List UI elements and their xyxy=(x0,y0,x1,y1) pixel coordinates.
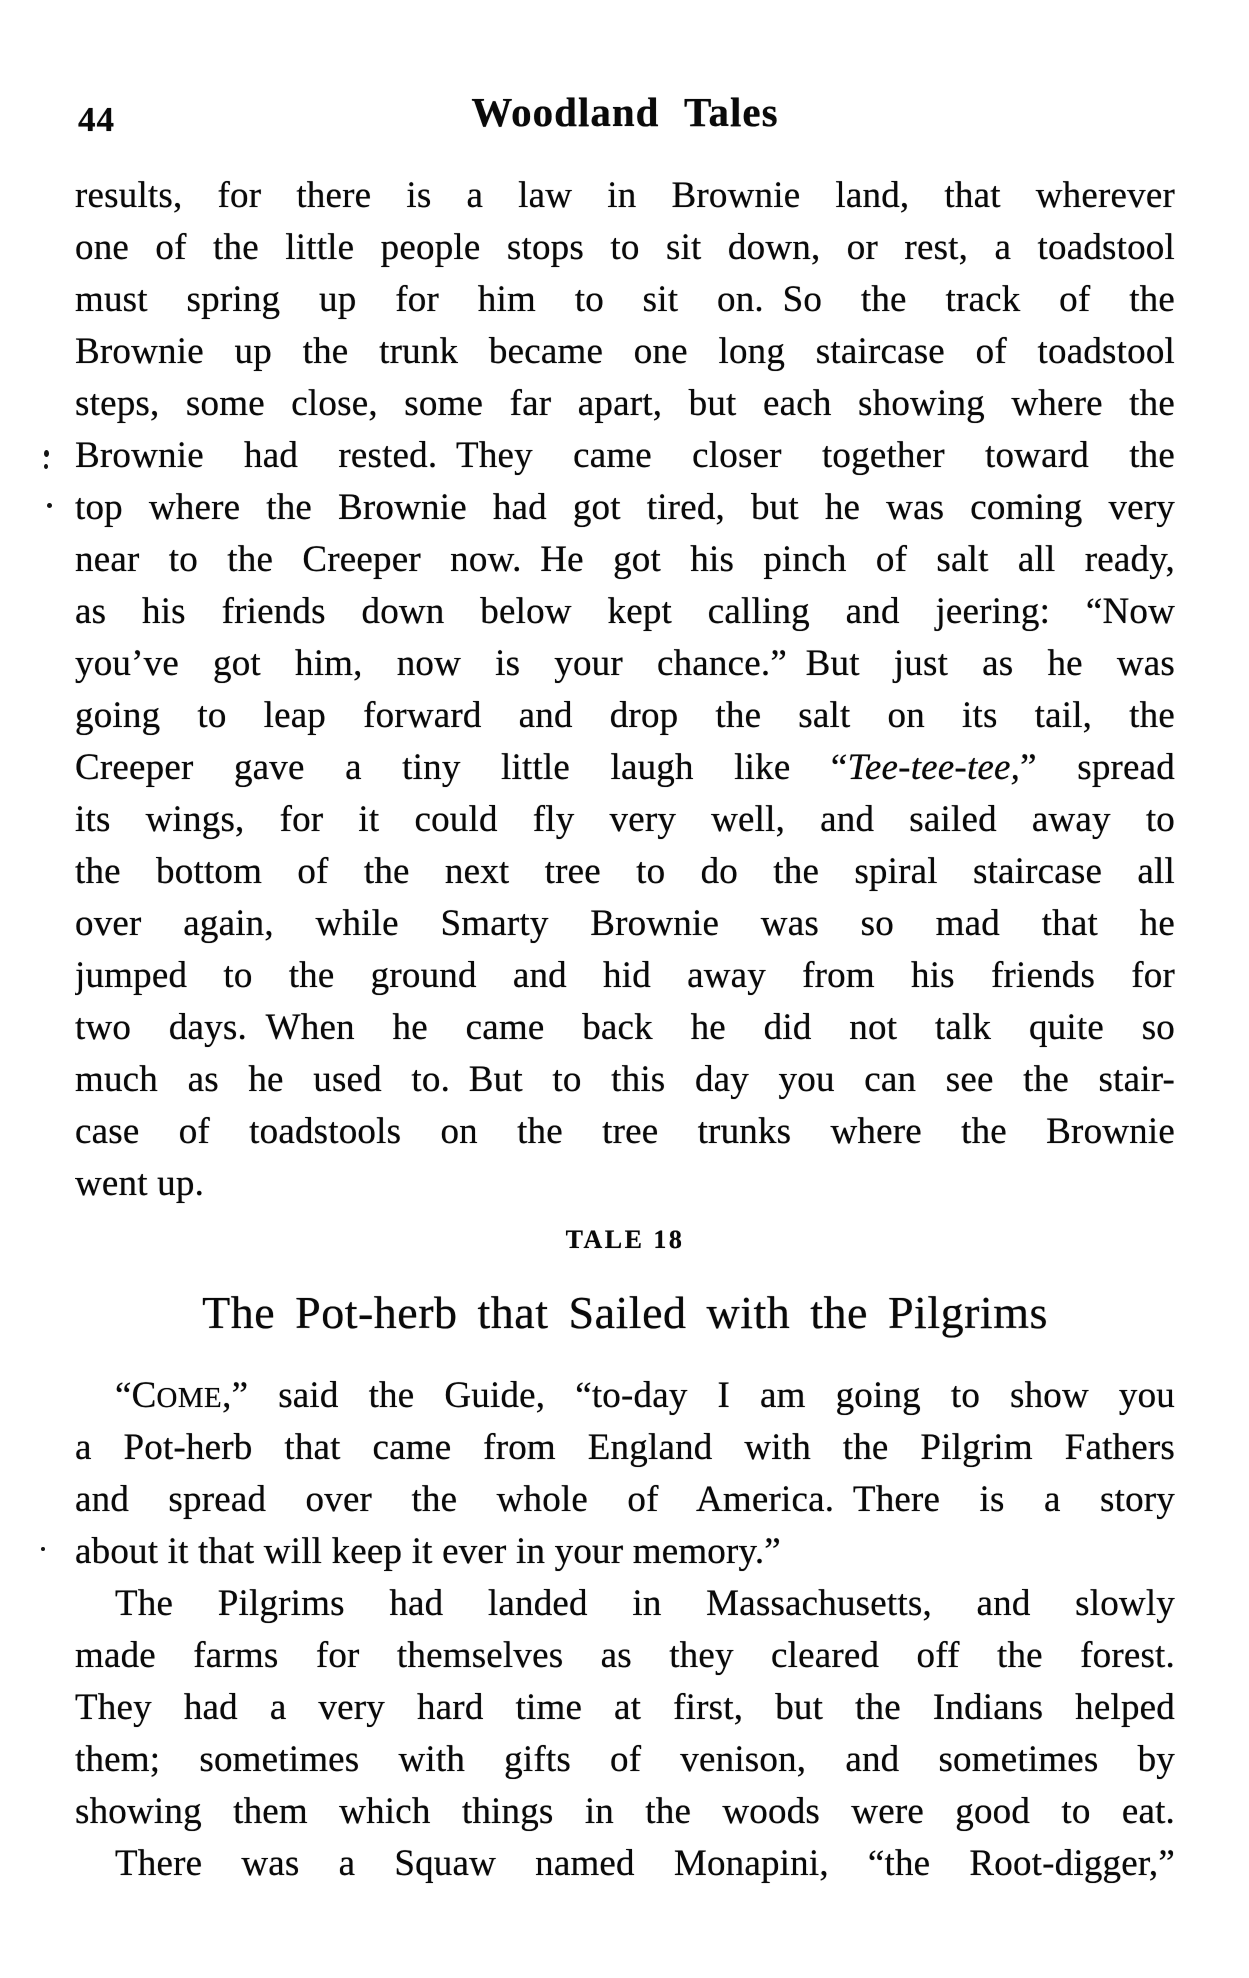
page-header xyxy=(75,88,1175,144)
body-line: about it that will keep it ever in your memory.” xyxy=(75,1531,781,1572)
body-line: jumped to the ground and hid away from his friends for xyxy=(75,955,1175,996)
paragraph xyxy=(75,1838,1175,1890)
tale-title: The Pot-herb that Sailed with the Pilgrims xyxy=(202,1287,1048,1338)
body-line: must spring up for him to sit on. So the track of the xyxy=(75,279,1175,320)
body-line-segment: Creeper gave a tiny little laugh like “ xyxy=(75,747,848,788)
scan-artifact xyxy=(44,464,48,469)
body-line: case of toadstools on the tree trunks where the Brownie xyxy=(75,1111,1175,1152)
body-line: went up. xyxy=(75,1163,205,1204)
body-line: one of the little people stops to sit down, or rest, a toadstool xyxy=(75,227,1175,268)
paragraph xyxy=(75,1370,1175,1578)
body-line-segment: ” spread xyxy=(1020,747,1175,788)
body-line: The Pilgrims had landed in Massachusetts, and slowly xyxy=(115,1583,1175,1624)
body-line-segment: ,” said the Guide, “to-day I am going to show you xyxy=(222,1375,1175,1416)
body-line: a Pot-herb that came from England with the Pilgrim Fathers xyxy=(75,1427,1175,1468)
body-line: top where the Brownie had got tired, but he was coming very xyxy=(75,487,1175,528)
scan-artifact xyxy=(41,1547,45,1551)
body-line: showing them which things in the woods were good to eat. xyxy=(75,1791,1175,1832)
scan-artifact xyxy=(44,450,49,457)
body-line: Brownie had rested. They came closer together toward the xyxy=(75,435,1175,476)
body-line: near to the Creeper now. He got his pinch of salt all ready, xyxy=(75,539,1175,580)
body-line xyxy=(75,742,1175,794)
body-line: over again, while Smarty Brownie was so mad that he xyxy=(75,903,1175,944)
bird-call-italic: Tee-tee-tee, xyxy=(847,747,1021,788)
body-line: them; sometimes with gifts of venison, and sometimes by xyxy=(75,1739,1175,1780)
scan-artifact xyxy=(47,503,52,508)
body-line: you’ve got him, now is your chance.” But just as he was xyxy=(75,643,1175,684)
body-line: its wings, for it could fly very well, and sailed away to xyxy=(75,799,1175,840)
body-line: as his friends down below kept calling and jeering: “Now xyxy=(75,591,1175,632)
tale-label: TALE 18 xyxy=(565,1225,685,1254)
body-line: They had a very hard time at first, but the Indians helped xyxy=(75,1687,1175,1728)
running-header: Woodland Tales xyxy=(471,89,779,135)
body-line: going to leap forward and drop the salt on its tail, the xyxy=(75,695,1175,736)
smallcaps-word: OME xyxy=(156,1382,223,1414)
body-line: the bottom of the next tree to do the spiral staircase all xyxy=(75,851,1175,892)
body-line: much as he used to. But to this day you can see the stair- xyxy=(75,1059,1175,1100)
paragraph xyxy=(75,1578,1175,1838)
body-line: made farms for themselves as they cleared off the forest. xyxy=(75,1635,1175,1676)
page-number: 44 xyxy=(78,100,115,139)
body-line: There was a Squaw named Monapini, “the Root-digger,” xyxy=(115,1843,1175,1884)
body-line-segment: “C xyxy=(115,1375,157,1416)
paragraph xyxy=(75,170,1175,1210)
body-line: and spread over the whole of America. There is a story xyxy=(75,1479,1175,1520)
page-body xyxy=(75,170,1175,1890)
body-line: steps, some close, some far apart, but each showing where the xyxy=(75,383,1175,424)
body-line: results, for there is a law in Brownie land, that wherever xyxy=(75,175,1175,216)
body-line: Brownie up the trunk became one long staircase of toadstool xyxy=(75,331,1175,372)
body-line: two days. When he came back he did not talk quite so xyxy=(75,1007,1175,1048)
body-line xyxy=(75,1370,1175,1422)
